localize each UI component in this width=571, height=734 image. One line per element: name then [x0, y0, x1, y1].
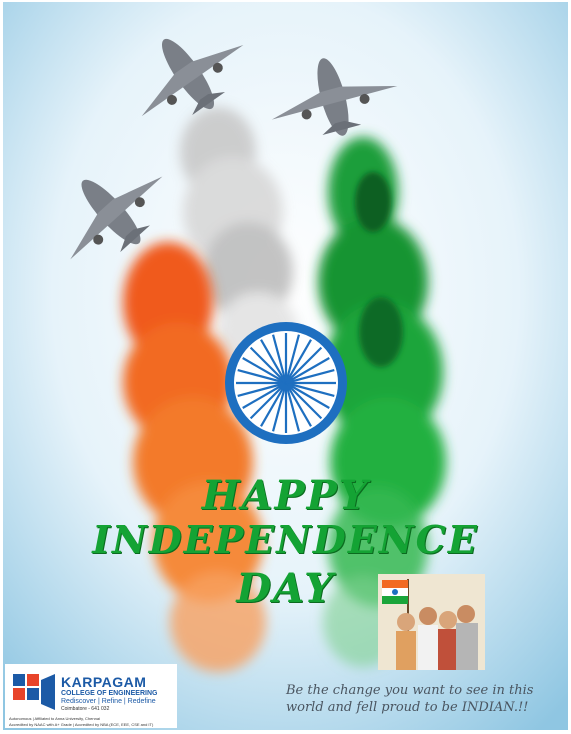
freedom-fighters-illustration — [378, 574, 485, 670]
college-affiliation: Autonomous | Affiliated to Anna University, Chennai — [9, 716, 100, 721]
freedom-fighters-image — [378, 574, 485, 670]
college-name: COLLEGE OF ENGINEERING — [61, 690, 158, 697]
headline-independence: INDEPENDENCE — [92, 517, 479, 562]
ashoka-chakra — [225, 322, 347, 444]
college-accreditation: Accredited by NAAC with A+ Grade | Accredited by NBA (ECE, EEE, CSE and IT) — [9, 722, 154, 727]
quote-text — [286, 682, 556, 716]
headline-happy: HAPPY — [201, 472, 370, 519]
brand-name: KARPAGAM — [61, 674, 147, 690]
headline-day: DAY — [236, 565, 335, 612]
college-address: Coimbatore - 641 032 — [61, 706, 110, 712]
karpagam-logo-icon — [9, 670, 59, 714]
college-tagline: Rediscover | Refine | Redefine — [61, 698, 156, 705]
quote-line: Be the change you want to see in this — [286, 683, 534, 698]
quote-line: world and fell proud to be INDIAN.!! — [286, 700, 529, 715]
poster — [3, 2, 568, 730]
college-logo-block — [5, 664, 177, 728]
